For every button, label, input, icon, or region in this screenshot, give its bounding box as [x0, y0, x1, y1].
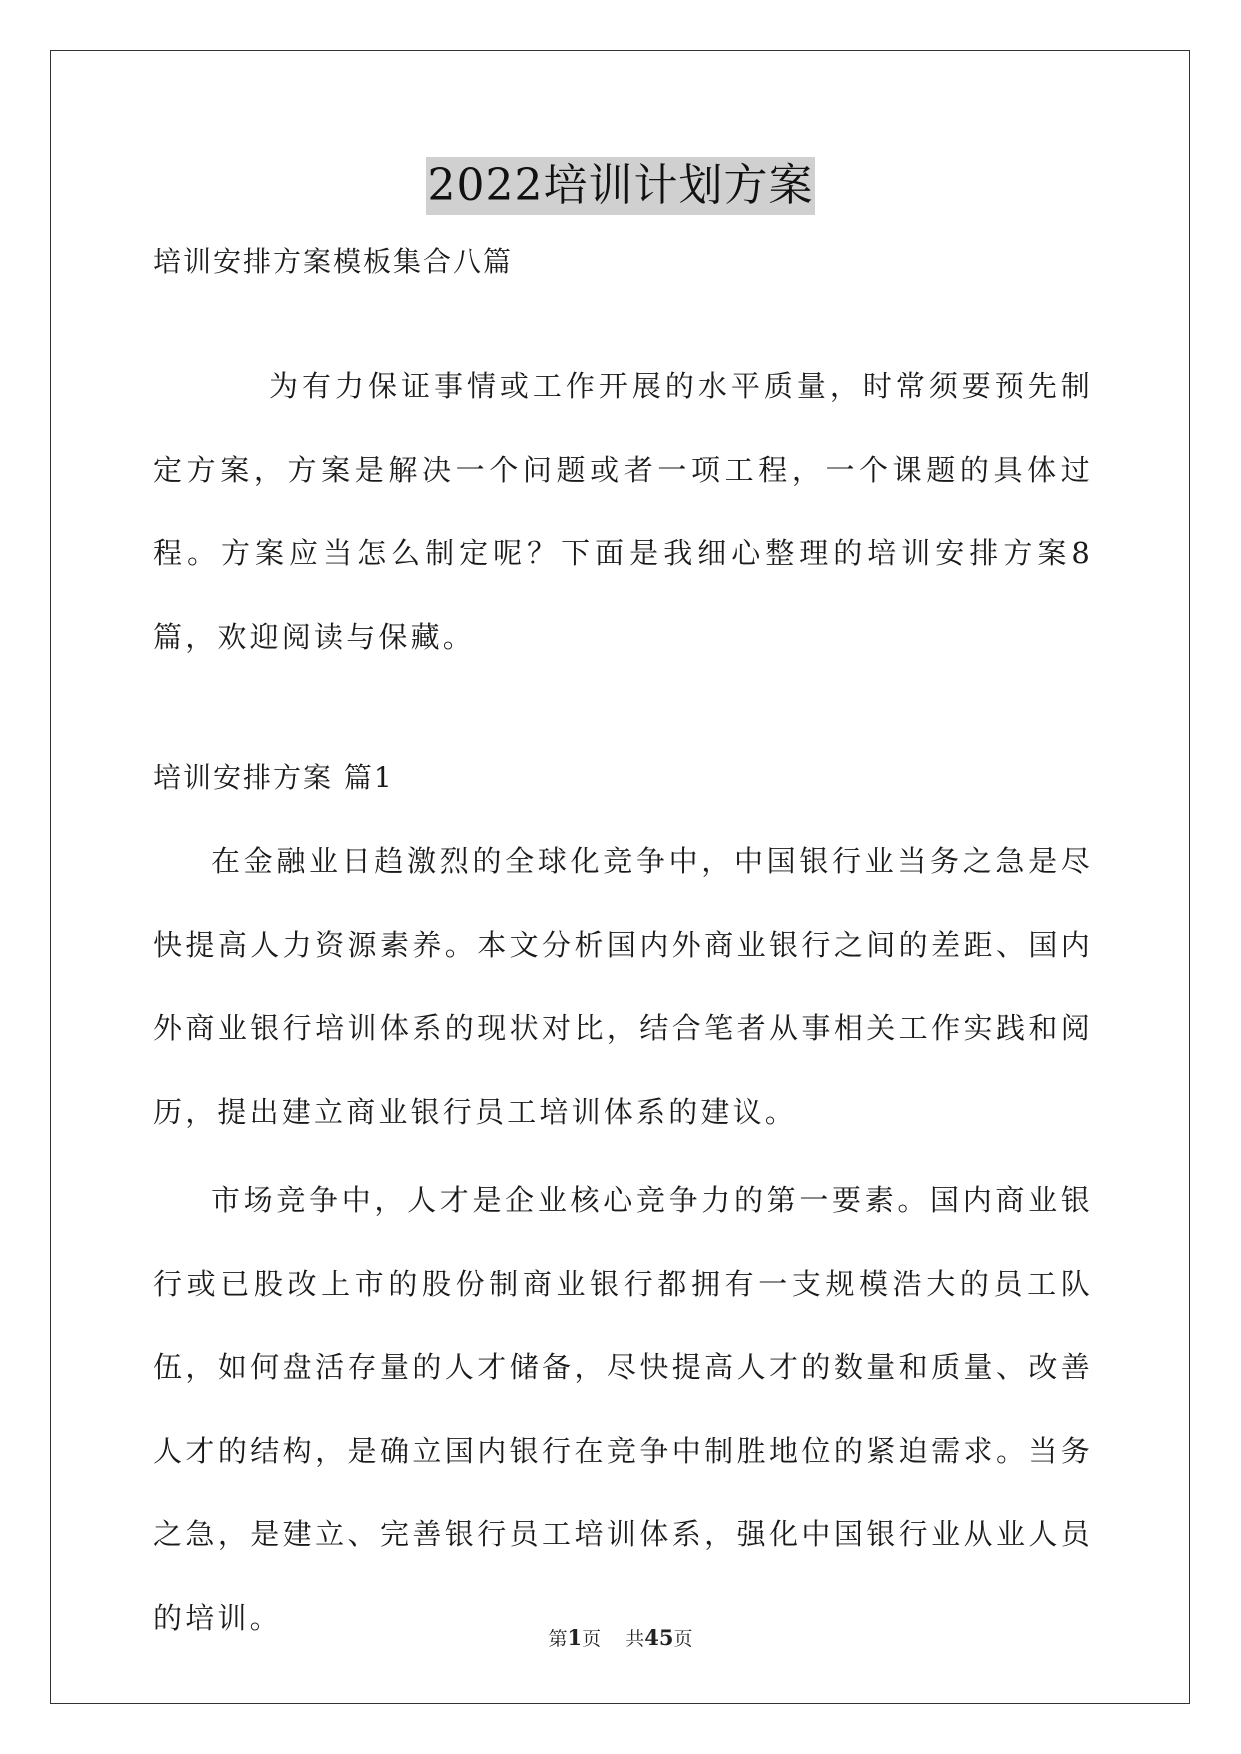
document-subtitle: 培训安排方案模板集合八篇: [153, 245, 514, 278]
footer-page-middle: 页 共: [582, 1628, 645, 1650]
footer-page-suffix: 页: [673, 1628, 693, 1650]
page-footer: [0, 1625, 1241, 1652]
footer-page-prefix: 第: [548, 1628, 568, 1650]
section-heading: 培训安排方案 篇1: [153, 761, 394, 794]
intro-paragraph: 为有力保证事情或工作开展的水平质量，时常须要预先制定方案，方案是解决一个问题或者一项工程，一个课题的具体过程。方案应当怎么制定呢？下面是我细心整理的培训安排方案8篇，欢迎阅读与保藏。: [153, 369, 1093, 654]
footer-total-pages: 45: [644, 1625, 674, 1650]
title-container: [0, 157, 1241, 215]
body-paragraph: 市场竞争中，人才是企业核心竞争力的第一要素。国内商业银行或已股改上市的股份制商业银行都拥有一支规模浩大的员工队伍，如何盘活存量的人才储备，尽快提高人才的数量和质量、改善人才的结构，是确立国内银行在竞争中制胜地位的紧迫需求。当务之急，是建立、完善银行员工培训体系，强化中国银行业从业人员的培训。: [153, 1183, 1093, 1635]
footer-current-page: 1: [567, 1625, 583, 1650]
body-paragraph: 在金融业日趋激烈的全球化竞争中，中国银行业当务之急是尽快提高人力资源素养。本文分析国内外商业银行之间的差距、国内外商业银行培训体系的现状对比，结合笔者从事相关工作实践和阅历，提出建立商业银行员工培训体系的建议。: [153, 844, 1093, 1129]
document-title: 2022培训计划方案: [426, 157, 816, 215]
